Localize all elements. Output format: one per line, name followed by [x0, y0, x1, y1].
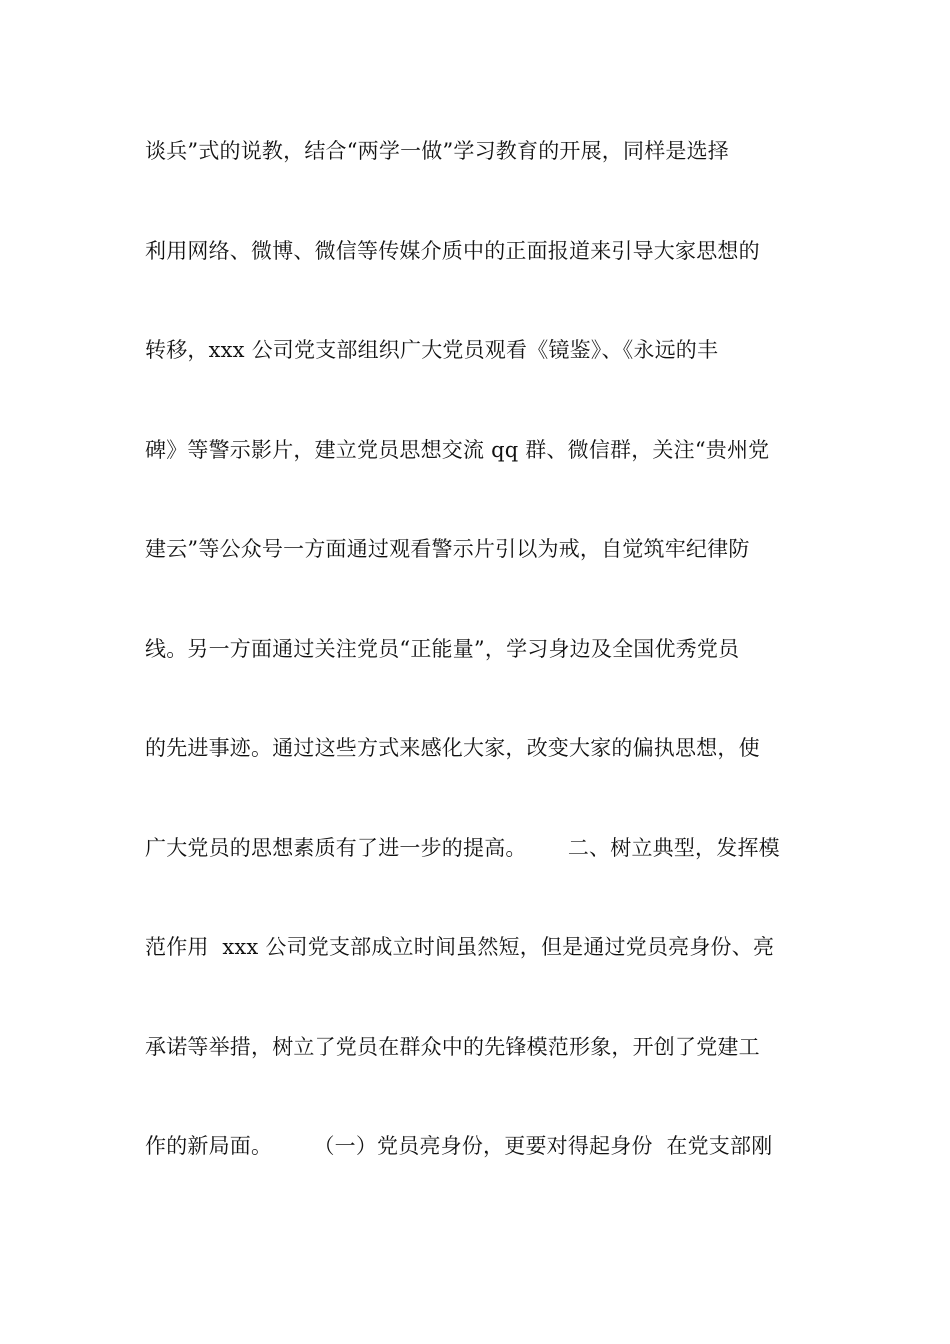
text-line-8: 广大党员的思想素质有了进一步的提高。 二、树立典型，发挥模: [145, 835, 780, 860]
text-line-4: 碑》等警示影片，建立党员思想交流 qq 群、微信群，关注“贵州党: [145, 437, 770, 462]
body-text: [145, 128, 815, 1223]
text-line-9: 范作用 xxx 公司党支部成立时间虽然短，但是通过党员亮身份、亮: [145, 935, 775, 959]
text-line-11: 作的新局面。 （一）党员亮身份，更要对得起身份 在党支部刚: [145, 1134, 773, 1158]
text-line-7: 的先进事迹。通过这些方式来感化大家，改变大家的偏执思想，使: [145, 736, 760, 760]
text-line-6: 线。另一方面通过关注党员“正能量”，学习身边及全国优秀党员: [145, 636, 740, 661]
text-line-5: 建云”等公众号一方面通过观看警示片引以为戒，自觉筑牢纪律防: [145, 537, 750, 561]
text-line-1: 谈兵”式的说教，结合“两学一做”学习教育的开展，同样是选择: [145, 139, 730, 163]
text-line-10: 承诺等举措，树立了党员在群众中的先锋模范形象，开创了党建工: [145, 1034, 760, 1059]
text-line-2: 利用网络、微博、微信等传媒介质中的正面报道来引导大家思想的: [145, 238, 760, 263]
text-line-3: 转移，xxx 公司党支部组织广大党员观看《镜鉴》、《永远的丰: [145, 338, 719, 362]
